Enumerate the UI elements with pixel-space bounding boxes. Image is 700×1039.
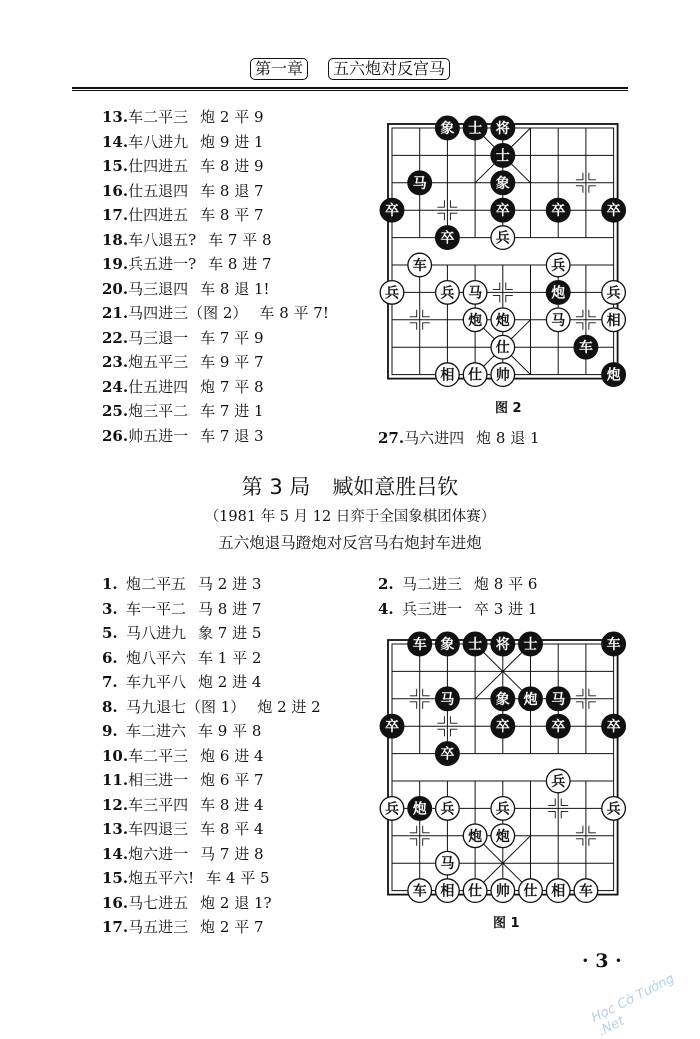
red-piece	[574, 879, 598, 903]
move-line: 1. 炮二平五 马 2 进 3	[102, 575, 262, 593]
black-piece	[380, 198, 404, 222]
red-piece	[380, 797, 404, 821]
piece-label: 相	[440, 367, 455, 384]
piece-label: 马	[551, 691, 566, 708]
piece-label: 士	[468, 121, 483, 137]
red-piece	[546, 308, 570, 332]
piece-label: 兵	[495, 801, 510, 818]
piece-label: 马	[440, 856, 455, 873]
piece-label: 士	[495, 148, 510, 165]
piece-label: 卒	[495, 203, 510, 220]
game-players: 臧如意胜吕钦	[332, 475, 459, 499]
piece-label: 兵	[440, 801, 455, 818]
piece-label: 相	[606, 312, 621, 329]
piece-label: 炮	[495, 312, 510, 329]
move-line: 19.兵五进一? 车 8 进 7	[102, 255, 272, 273]
piece-label: 马	[412, 175, 427, 192]
piece-label: 兵	[606, 801, 621, 818]
black-piece	[602, 198, 626, 222]
piece-label: 卒	[551, 719, 566, 736]
red-piece	[491, 879, 515, 903]
move-list-game3-left	[102, 574, 321, 937]
chapter-label: 第一章	[250, 58, 308, 80]
red-piece	[436, 879, 460, 903]
red-piece	[436, 363, 460, 387]
piece-label: 仕	[523, 883, 538, 900]
move-line: 14.车八进九 炮 9 进 1	[102, 132, 264, 151]
move-line: 17.马五进三 炮 2 平 7	[102, 918, 264, 936]
move-line: 12.车三平四 车 8 进 4	[102, 795, 264, 814]
move-27: 27.马六进四 炮 8 退 1	[378, 429, 540, 447]
black-piece	[602, 363, 626, 387]
move-line: 24.仕五进四 炮 7 平 8	[102, 377, 264, 396]
move-line: 20.马三退四 车 8 退 1!	[102, 279, 270, 298]
red-piece	[546, 253, 570, 277]
black-piece	[546, 687, 570, 711]
red-piece	[491, 797, 515, 821]
red-piece	[491, 363, 515, 387]
piece-label: 车	[412, 258, 427, 274]
header-rule	[72, 87, 628, 89]
piece-label: 马	[551, 312, 566, 329]
piece-label: 车	[412, 637, 427, 653]
black-piece	[574, 335, 598, 359]
black-piece	[436, 632, 460, 656]
page-number: · 3 ·	[582, 950, 622, 972]
red-piece	[463, 363, 487, 387]
piece-label: 将	[495, 121, 510, 137]
move-line: 26.帅五进一 车 7 退 3	[102, 426, 264, 445]
red-piece	[519, 879, 543, 903]
piece-label: 炮	[412, 801, 427, 818]
piece-label: 卒	[385, 203, 399, 220]
red-piece	[408, 879, 432, 903]
piece-label: 象	[495, 175, 510, 192]
move-line: 16.仕五退四 车 8 退 7	[102, 181, 264, 200]
move-line: 21.马四进三（图 2） 车 8 平 7!	[102, 304, 329, 322]
red-piece	[602, 281, 626, 305]
piece-label: 车	[606, 637, 621, 653]
piece-label: 炮	[606, 367, 621, 384]
game-number: 第 3 局	[241, 475, 311, 499]
game-title	[0, 471, 700, 501]
black-piece	[408, 797, 432, 821]
board-figure-1	[374, 628, 634, 906]
black-piece	[491, 687, 515, 711]
red-piece	[602, 797, 626, 821]
header-rule-thin	[72, 90, 628, 91]
black-piece	[436, 226, 460, 250]
black-piece	[491, 632, 515, 656]
move-line: 14.炮六进一 马 7 进 8	[102, 844, 264, 863]
piece-label: 车	[578, 340, 593, 357]
red-piece	[463, 281, 487, 305]
piece-label: 士	[468, 637, 483, 653]
move-line: 4. 兵三进一 卒 3 进 1	[378, 599, 538, 618]
piece-label: 马	[468, 285, 483, 302]
black-piece	[602, 714, 626, 738]
piece-label: 象	[440, 121, 455, 137]
red-piece	[491, 226, 515, 250]
piece-label: 兵	[606, 285, 621, 302]
move-line: 22.马三退一 车 7 平 9	[102, 328, 264, 347]
piece-label: 卒	[495, 719, 510, 736]
red-piece	[491, 335, 515, 359]
piece-label: 卒	[606, 203, 621, 220]
piece-label: 炮	[551, 285, 566, 302]
piece-label: 卒	[440, 746, 455, 763]
move-line: 15.仕四进五 车 8 进 9	[102, 157, 264, 175]
piece-label: 炮	[468, 312, 483, 329]
piece-label: 仕	[468, 367, 483, 384]
piece-label: 相	[440, 883, 455, 900]
black-piece	[408, 632, 432, 656]
game-event: （1981 年 5 月 12 日弈于全国象棋团体赛）	[204, 509, 496, 525]
game-opening: 五六炮退马蹬炮对反宫马右炮封车进炮	[218, 534, 482, 552]
red-piece	[546, 879, 570, 903]
red-piece	[463, 308, 487, 332]
black-piece	[463, 116, 487, 140]
piece-label: 兵	[551, 774, 566, 790]
move-line: 5. 马八进九 象 7 进 5	[102, 624, 262, 642]
piece-label: 卒	[385, 719, 399, 736]
piece-label: 车	[578, 883, 593, 900]
move-line: 2. 马二进三 炮 8 平 6	[378, 575, 538, 593]
piece-label: 帅	[495, 367, 510, 384]
piece-label: 炮	[468, 828, 483, 845]
red-piece	[380, 281, 404, 305]
move-line: 3. 车一平二 马 8 进 7	[102, 599, 262, 618]
page-header	[0, 58, 700, 80]
black-piece	[436, 687, 460, 711]
piece-label: 相	[551, 883, 566, 900]
move-list-top	[102, 107, 329, 446]
black-piece	[546, 198, 570, 222]
piece-label: 炮	[495, 828, 510, 845]
piece-label: 卒	[606, 719, 621, 736]
red-piece	[436, 281, 460, 305]
watermark: Học Cờ Tướng .Net	[589, 971, 677, 1039]
move-line: 25.炮三平二 车 7 进 1	[102, 402, 264, 420]
black-piece	[602, 632, 626, 656]
piece-label: 仕	[468, 883, 483, 900]
red-piece	[436, 797, 460, 821]
black-piece	[519, 687, 543, 711]
piece-label: 卒	[440, 230, 455, 247]
red-piece	[463, 824, 487, 848]
move-line: 13.车二平三 炮 2 平 9	[102, 108, 264, 126]
figure-2-caption: 图 2	[495, 401, 522, 416]
move-line: 13.车四退三 车 8 平 4	[102, 820, 264, 838]
move-line: 9. 车二进六 车 9 平 8	[102, 722, 262, 740]
black-piece	[463, 632, 487, 656]
red-piece	[602, 308, 626, 332]
red-piece	[408, 253, 432, 277]
board-figure-2	[374, 112, 634, 390]
black-piece	[519, 632, 543, 656]
move-line: 18.车八退五? 车 7 平 8	[102, 230, 272, 249]
black-piece	[491, 171, 515, 195]
black-piece	[491, 714, 515, 738]
black-piece	[408, 171, 432, 195]
piece-label: 兵	[385, 285, 399, 302]
piece-label: 士	[523, 637, 538, 653]
red-piece	[436, 851, 460, 875]
black-piece	[546, 281, 570, 305]
red-piece	[463, 879, 487, 903]
figure-1-caption: 图 1	[493, 916, 520, 931]
black-piece	[491, 198, 515, 222]
piece-label: 兵	[495, 230, 510, 247]
black-piece	[546, 714, 570, 738]
move-list-game3-right	[378, 574, 537, 619]
red-piece	[491, 824, 515, 848]
black-piece	[491, 116, 515, 140]
piece-label: 马	[440, 691, 455, 708]
move-line: 8. 马九退七（图 1） 炮 2 进 2	[102, 697, 321, 716]
black-piece	[380, 714, 404, 738]
piece-label: 车	[412, 883, 427, 900]
piece-label: 象	[440, 637, 455, 653]
red-piece	[546, 769, 570, 793]
move-line: 6. 炮八平六 车 1 平 2	[102, 648, 262, 667]
piece-label: 兵	[440, 285, 455, 302]
move-line: 16.马七进五 炮 2 退 1?	[102, 893, 272, 912]
move-line: 11.相三进一 炮 6 平 7	[102, 771, 264, 789]
move-line: 15.炮五平六! 车 4 平 5	[102, 869, 270, 887]
board-grid	[388, 640, 618, 895]
move-line: 10.车二平三 炮 6 进 4	[102, 746, 264, 765]
piece-label: 兵	[551, 258, 566, 274]
piece-label: 兵	[385, 801, 399, 818]
piece-label: 仕	[495, 340, 510, 357]
black-piece	[436, 742, 460, 766]
piece-label: 炮	[523, 691, 538, 708]
piece-label: 帅	[495, 883, 510, 900]
move-line: 23.炮五平三 车 9 平 7	[102, 353, 264, 371]
black-piece	[491, 144, 515, 168]
section-label: 五六炮对反宫马	[328, 58, 450, 80]
piece-label: 卒	[551, 203, 566, 220]
piece-label: 将	[495, 637, 510, 653]
move-line: 17.仕四进五 车 8 平 7	[102, 206, 264, 224]
move-line: 7. 车九平八 炮 2 进 4	[102, 673, 262, 691]
piece-label: 象	[495, 691, 510, 708]
red-piece	[491, 308, 515, 332]
black-piece	[436, 116, 460, 140]
